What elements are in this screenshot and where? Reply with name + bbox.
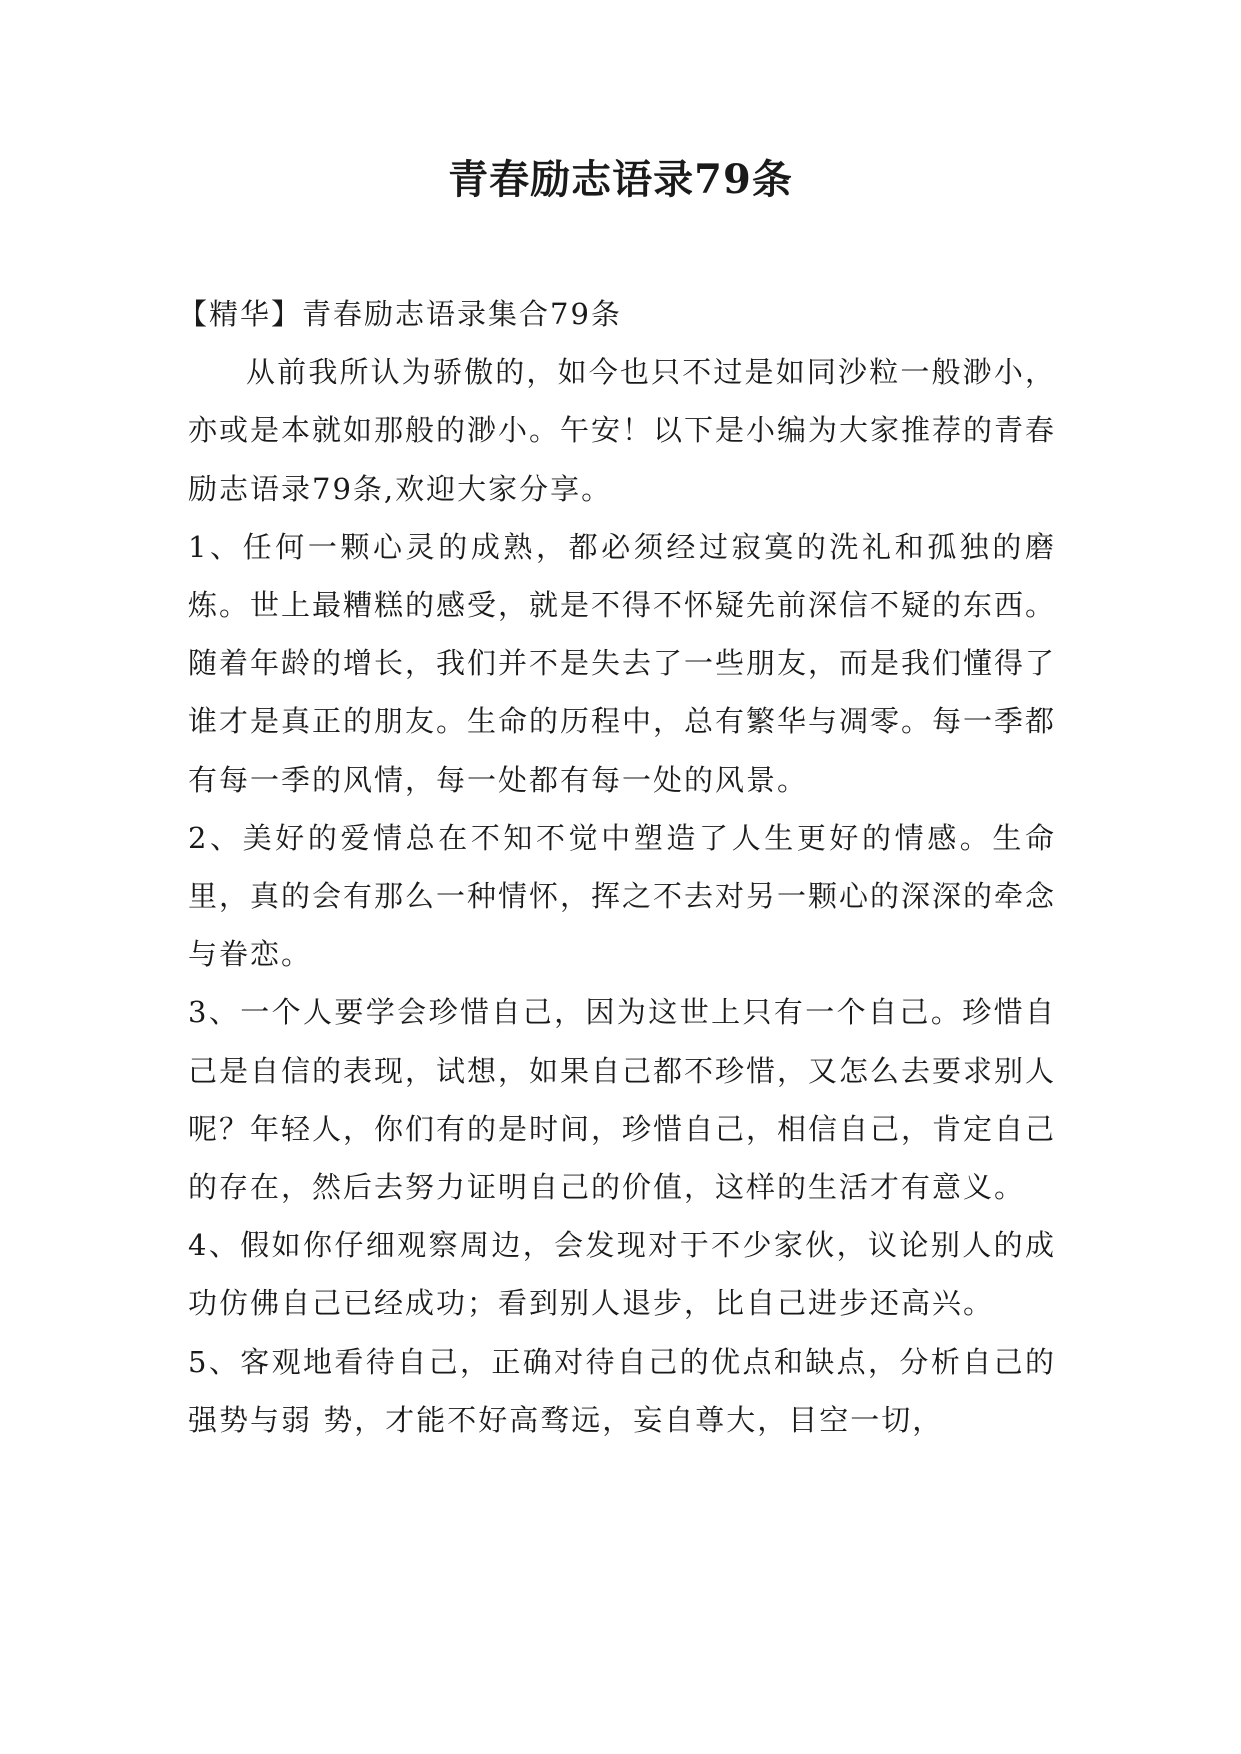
quote-item-2: 2、美好的爱情总在不知不觉中塑造了人生更好的情感。生命里，真的会有那么一种情怀，挥之不去对另一颗心的深深的牵念与眷恋。 (188, 820, 1057, 972)
intro-paragraph: 从前我所认为骄傲的，如今也只不过是如同沙粒一般渺小，亦或是本就如那般的渺小。午安！以下是小编为大家推荐的青春励志语录79条,欢迎大家分享。 (188, 355, 1057, 506)
document-title: 青春励志语录79条 (448, 156, 793, 203)
document-subtitle: 【精华】青春励志语录集合79条 (178, 297, 622, 331)
quote-item-5: 5、客观地看待自己，正确对待自己的优点和缺点，分析自己的强势与弱 势，才能不好高骛远，妄自尊大，目空一切， (188, 1344, 1056, 1437)
quote-item-1: 1、任何一颗心灵的成熟，都必须经过寂寞的洗礼和孤独的磨炼。世上最糟糕的感受，就是不得不怀疑先前深信不疑的东西。随着年龄的增长，我们并不是失去了一些朋友，而是我们懂得了谁才是真正的朋友。生命的历程中，总有繁华与凋零。每一季都有每一季的风情，每一处都有每一处的风景。 (188, 529, 1057, 797)
document-body (178, 285, 1057, 1449)
quote-item-3: 3、一个人要学会珍惜自己，因为这世上只有一个自己。珍惜自己是自信的表现，试想，如果自己都不珍惜，又怎么去要求别人呢？年轻人，你们有的是时间，珍惜自己，相信自己，肯定自己的存在，然后去努力证明自己的价值，这样的生活才有意义。 (188, 995, 1057, 1205)
quote-item-4: 4、假如你仔细观察周边，会发现对于不少家伙，议论别人的成功仿佛自己已经成功；看到别人退步，比自己进步还高兴。 (188, 1228, 1056, 1321)
